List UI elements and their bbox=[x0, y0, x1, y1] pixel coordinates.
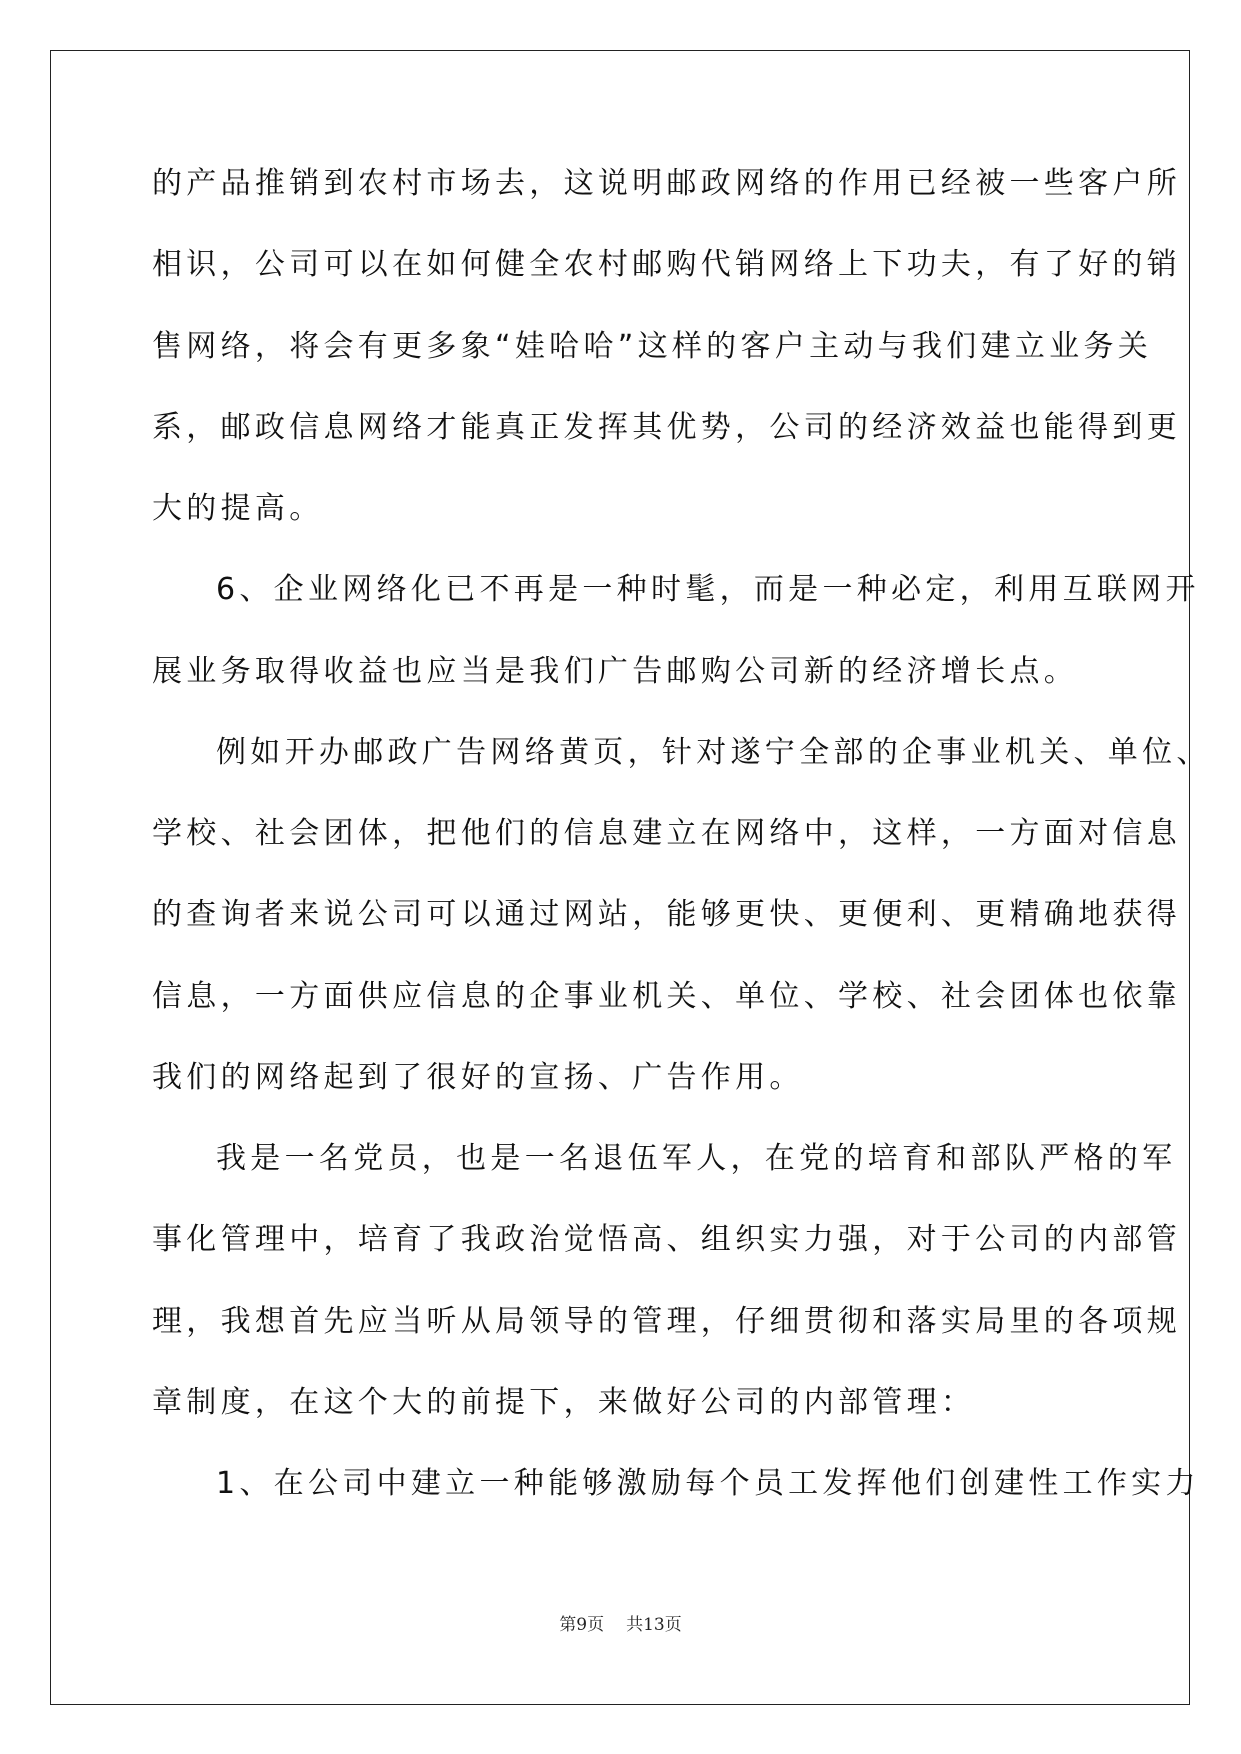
text-line: 大的提高。 bbox=[152, 491, 324, 526]
paragraph-first-line: 例如开办邮政广告网络黄页，针对遂宁全部的企事业机关、单位、 bbox=[216, 734, 1211, 770]
text-line: 相识，公司可以在如何健全农村邮购代销网络上下功夫，有了好的销 bbox=[152, 247, 1181, 283]
page-footer bbox=[0, 1610, 1241, 1635]
text-line: 展业务取得收益也应当是我们广告邮购公司新的经济增长点。 bbox=[152, 653, 1079, 689]
document-body bbox=[152, 164, 1211, 1545]
text-line: 售网络，将会有更多象“娃哈哈”这样的客户主动与我们建立业务关 bbox=[152, 328, 1153, 364]
total-pages: 共13页 bbox=[626, 1615, 682, 1635]
text-line: 理，我想首先应当听从局领导的管理，仔细贯彻和落实局里的各项规 bbox=[152, 1303, 1181, 1339]
text-line: 章制度，在这个大的前提下，来做好公司的内部管理： bbox=[152, 1384, 976, 1420]
text-line: 学校、社会团体，把他们的信息建立在网络中，这样，一方面对信息 bbox=[152, 816, 1181, 851]
text-line: 的产品推销到农村市场去，这说明邮政网络的作用已经被一些客户所 bbox=[152, 166, 1181, 201]
text-line: 事化管理中，培育了我政治觉悟高、组织实力强，对于公司的内部管 bbox=[152, 1222, 1181, 1258]
paragraph-first-line: 6、企业网络化已不再是一种时髦，而是一种必定，利用互联网开 bbox=[216, 572, 1200, 608]
text-line: 系，邮政信息网络才能真正发挥其优势，公司的经济效益也能得到更 bbox=[152, 409, 1181, 445]
text-line: 的查询者来说公司可以通过网站，能够更快、更便利、更精确地获得 bbox=[152, 897, 1181, 933]
page-number: 第9页 bbox=[559, 1615, 605, 1635]
text-line: 信息，一方面供应信息的企事业机关、单位、学校、社会团体也依靠 bbox=[152, 978, 1181, 1014]
paragraph-first-line: 1、在公司中建立一种能够激励每个员工发挥他们创建性工作实力 bbox=[216, 1466, 1200, 1501]
paragraph-first-line: 我是一名党员，也是一名退伍军人，在党的培育和部队严格的军 bbox=[216, 1141, 1177, 1176]
text-line: 我们的网络起到了很好的宣扬、广告作用。 bbox=[152, 1059, 804, 1095]
